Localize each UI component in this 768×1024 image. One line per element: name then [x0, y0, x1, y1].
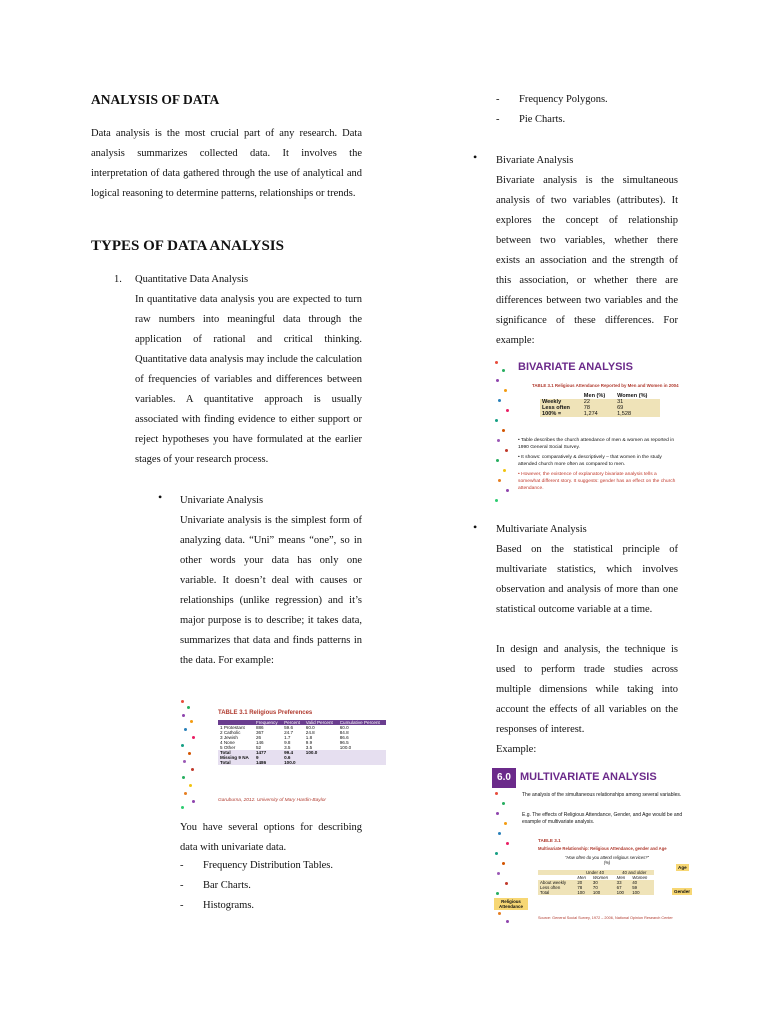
bullet-icon: • — [473, 520, 478, 534]
uni-cell: 9 — [255, 755, 259, 760]
uni-cell — [304, 760, 338, 765]
section-badge: 6.0 — [492, 768, 516, 788]
option-frequency-polygons: Frequency Polygons. — [519, 94, 608, 105]
bi-note: • Table describes the church attendance of men & women as reported in 1990 General Social Survey. — [518, 438, 675, 450]
multi-cell: 100 — [592, 890, 601, 895]
uni-cell: 2 Catholic — [220, 730, 241, 735]
uni-table — [218, 720, 386, 765]
uni-cell — [338, 760, 386, 765]
multi-cell: Total — [540, 890, 550, 895]
bi-note-text: It shows: comparatively & descriptively – that women in the study attended church more often as compared to men. — [518, 455, 662, 467]
bi-cell: 31 — [617, 399, 624, 405]
bi-figure-title: BIVARIATE ANALYSIS — [518, 361, 633, 373]
multi-cell: 30 — [592, 880, 598, 885]
uni-cell: 886 — [255, 725, 264, 730]
option-histograms: Histograms. — [203, 900, 255, 911]
uni-cell: 3.5 — [305, 745, 313, 750]
uni-options-text: You have several options for describing data with univariate data. — [180, 822, 362, 853]
multi-cell: 100 — [616, 890, 624, 895]
multi-body-2: In design and analysis, the technique is used to perform trade studies across multiple dimensions while taking into account the effects of all variables on the responses of interest. — [496, 644, 678, 735]
multi-age-group: 40 and older — [622, 870, 647, 875]
uni-cell: 86.6 — [339, 735, 349, 740]
multi-source: Source: General Social Survey, 1972 – 2006, National Opinion Research Center — [538, 916, 673, 920]
bi-table-title: TABLE 3.1 Religious Attendance Reported by Men and Women in 2004 — [532, 383, 679, 388]
uni-cell: 59.6 — [284, 725, 294, 730]
multi-table-subtitle: Multivariate Relationship: Religious Attendance, gender and Age — [538, 846, 667, 851]
uni-cell: 99.4 — [284, 750, 294, 755]
example-label: Example: — [496, 744, 537, 755]
page-title: ANALYSIS OF DATA — [91, 92, 220, 107]
multi-line-2: E.g. The effects of Religious Attendance, Gender, and Age would be and example of multivariate analysis. — [522, 812, 683, 825]
bi-cell: Weekly — [542, 399, 562, 405]
uni-cell: 24.7 — [284, 730, 294, 735]
bi-table — [540, 393, 660, 417]
bi-notes — [518, 437, 680, 492]
bi-cell: 69 — [617, 405, 624, 411]
uni-cell: 1477 — [255, 750, 267, 755]
uni-title: Univariate Analysis — [180, 495, 264, 506]
religious-attendance-label: Religious Attendance — [494, 898, 528, 910]
multi-cell: 100 — [632, 890, 640, 895]
multi-cell: 67 — [616, 885, 622, 890]
uni-cell: 60.0 — [339, 725, 349, 730]
uni-cell: 1486 — [255, 760, 267, 765]
multi-sub-header: Women — [632, 875, 648, 880]
uni-cell: 3 Jewish — [220, 735, 238, 740]
univariate-figure — [178, 696, 388, 814]
uni-cell: 24.8 — [305, 730, 315, 735]
uni-cell: Missing 9 NA — [220, 755, 249, 760]
gender-label: Gender — [674, 889, 691, 894]
multi-cell: Less often — [540, 885, 561, 890]
uni-cell: 5 Other — [220, 745, 236, 750]
uni-cell: 4 None — [220, 740, 235, 745]
uni-cell: Total — [220, 760, 231, 765]
multi-line-1: The analysis of the simultaneous relationships among several variables. — [522, 792, 682, 798]
uni-cell: 100.0 — [284, 760, 296, 765]
uni-cell: 52 — [255, 745, 262, 750]
uni-body: Univariate analysis is the simplest form of analyzing data. “Uni” means “one”, so in other words your data has only one variable. It doesn’t deal with causes or relationships (unlike regression) and it’s major purpose is to describe; it takes data, summarizes that data and finds patterns in the data. For example: — [180, 515, 362, 666]
bi-cell: 78 — [583, 405, 591, 411]
dash-icon: - — [496, 114, 500, 125]
bi-title: Bivariate Analysis — [496, 155, 574, 166]
age-label: Age — [678, 865, 687, 870]
uni-cell: 26 — [255, 735, 262, 740]
bi-cell: 1,528 — [617, 411, 632, 417]
multi-cell: 20 — [577, 880, 583, 885]
bullet-icon: • — [473, 150, 478, 164]
bi-cell: 100% = — [542, 411, 562, 417]
dash-icon: - — [180, 880, 184, 891]
quant-number: 1. — [114, 274, 122, 285]
multi-cell: 33 — [616, 880, 622, 885]
multi-body: Based on the statistical principle of multivariate statistics, which involves observation and analysis of more than one statistical outcome variable at a time. — [496, 544, 678, 615]
quant-title: Quantitative Data Analysis — [135, 274, 249, 285]
multivariate-figure — [492, 766, 692, 926]
bullet-icon: • — [158, 490, 163, 504]
uni-cell: 1.7 — [284, 735, 291, 740]
uni-cell: 100.0 — [339, 745, 352, 750]
dash-icon: - — [496, 94, 500, 105]
bi-cell: 1,274 — [583, 411, 598, 417]
bi-header-cell: Men (%) — [583, 393, 606, 399]
uni-header-cell: Frequency — [255, 720, 278, 725]
bi-header-cell: Women (%) — [617, 393, 648, 399]
uni-cell: 0.6 — [284, 755, 291, 760]
uni-cell: Total — [220, 750, 231, 755]
bi-note: • However, the existence of explanatory bivariate analysis tells a somewhat different story. It suggests: gender has an effect on the church attendance. — [518, 472, 676, 491]
multi-cell: About weekly — [540, 880, 567, 885]
bi-body: Bivariate analysis is the simultaneous analysis of two variables (attributes). It explores the concept of relationship between two variables, whether there exists an association and the strength of this association, or whether there are differences between two variables and the significance of these differences. For example: — [496, 175, 678, 346]
uni-cell: 9.9 — [305, 740, 313, 745]
uni-cell: 3.5 — [284, 745, 291, 750]
multi-cell: 70 — [592, 885, 598, 890]
uni-source: Garuburna, 2012. University of Mary Hardin-Baylor — [218, 798, 326, 803]
multi-cell: 59 — [632, 885, 638, 890]
uni-cell: 9.8 — [284, 740, 291, 745]
uni-cell: 1 Protestant — [220, 725, 245, 730]
bi-cell: Less often — [542, 405, 570, 411]
multi-cell: 100 — [577, 890, 585, 895]
multi-cell: 40 — [632, 880, 638, 885]
quant-body: In quantitative data analysis you are expected to turn raw numbers into meaningful data through the application of rational and critical thinking. Quantitative data analysis may include the calculation of frequencies of variables and differences between variables. A quantitative approach is usually associated with finding evidence to either support or reject hypotheses you have formulated at the earlier stages of your research process. — [135, 294, 362, 465]
uni-cell: 1.8 — [305, 735, 313, 740]
confetti-decoration — [178, 696, 200, 814]
uni-header-cell: Percent — [284, 720, 300, 725]
multi-sub-header: Men — [616, 875, 626, 880]
dash-icon: - — [180, 860, 184, 871]
intro-paragraph: Data analysis is the most crucial part of any research. Data analysis summarizes collected data. It involves the interpretation of data gathered through the use of analytical and logical reasoning to determine patterns, relationships or trends. — [91, 128, 362, 199]
multi-age-group: Under 40 — [585, 870, 605, 875]
option-pie-charts: Pie Charts. — [519, 114, 566, 125]
multi-question: “How often do you attend religious services?” (%) — [565, 855, 649, 865]
uni-table-title: TABLE 3.1 Religious Preferences — [218, 710, 313, 716]
confetti-decoration — [492, 355, 514, 511]
uni-header-cell: Valid Percent — [305, 720, 333, 725]
multi-title: Multivariate Analysis — [496, 524, 587, 535]
bi-note: • It shows: comparatively & descriptively – that women in the study attended church more often as compared to men. — [518, 455, 662, 467]
multi-table-title: TABLE 3.1 — [538, 838, 561, 843]
multi-sub-header: Women — [592, 875, 609, 880]
multi-figure-title: MULTIVARIATE ANALYSIS — [520, 771, 657, 783]
multi-cell: 78 — [577, 885, 583, 890]
uni-cell: 84.8 — [339, 730, 349, 735]
option-frequency-tables: Frequency Distribution Tables. — [203, 860, 334, 871]
multi-sub-header: Men — [577, 875, 586, 880]
uni-cell: 96.5 — [339, 740, 349, 745]
option-bar-charts: Bar Charts. — [203, 880, 251, 891]
uni-cell: 367 — [255, 730, 264, 735]
uni-cell: 60.0 — [305, 725, 315, 730]
bivariate-figure — [492, 355, 684, 511]
uni-cell: 146 — [255, 740, 264, 745]
bi-cell: 22 — [583, 399, 591, 405]
multi-table — [538, 870, 654, 895]
dash-icon: - — [180, 900, 184, 911]
bi-note-text: Table describes the church attendance of men & women as reported in 1990 General Social Survey. — [518, 438, 675, 450]
bi-note-text: However, the existence of explanatory bivariate analysis tells a somewhat different story. It suggests: gender has an effect on the church attendance. — [518, 472, 676, 491]
uni-cell: 100.0 — [305, 750, 318, 755]
uni-header-cell: Cumulative Percent — [339, 720, 380, 725]
types-heading: TYPES OF DATA ANALYSIS — [91, 238, 284, 254]
